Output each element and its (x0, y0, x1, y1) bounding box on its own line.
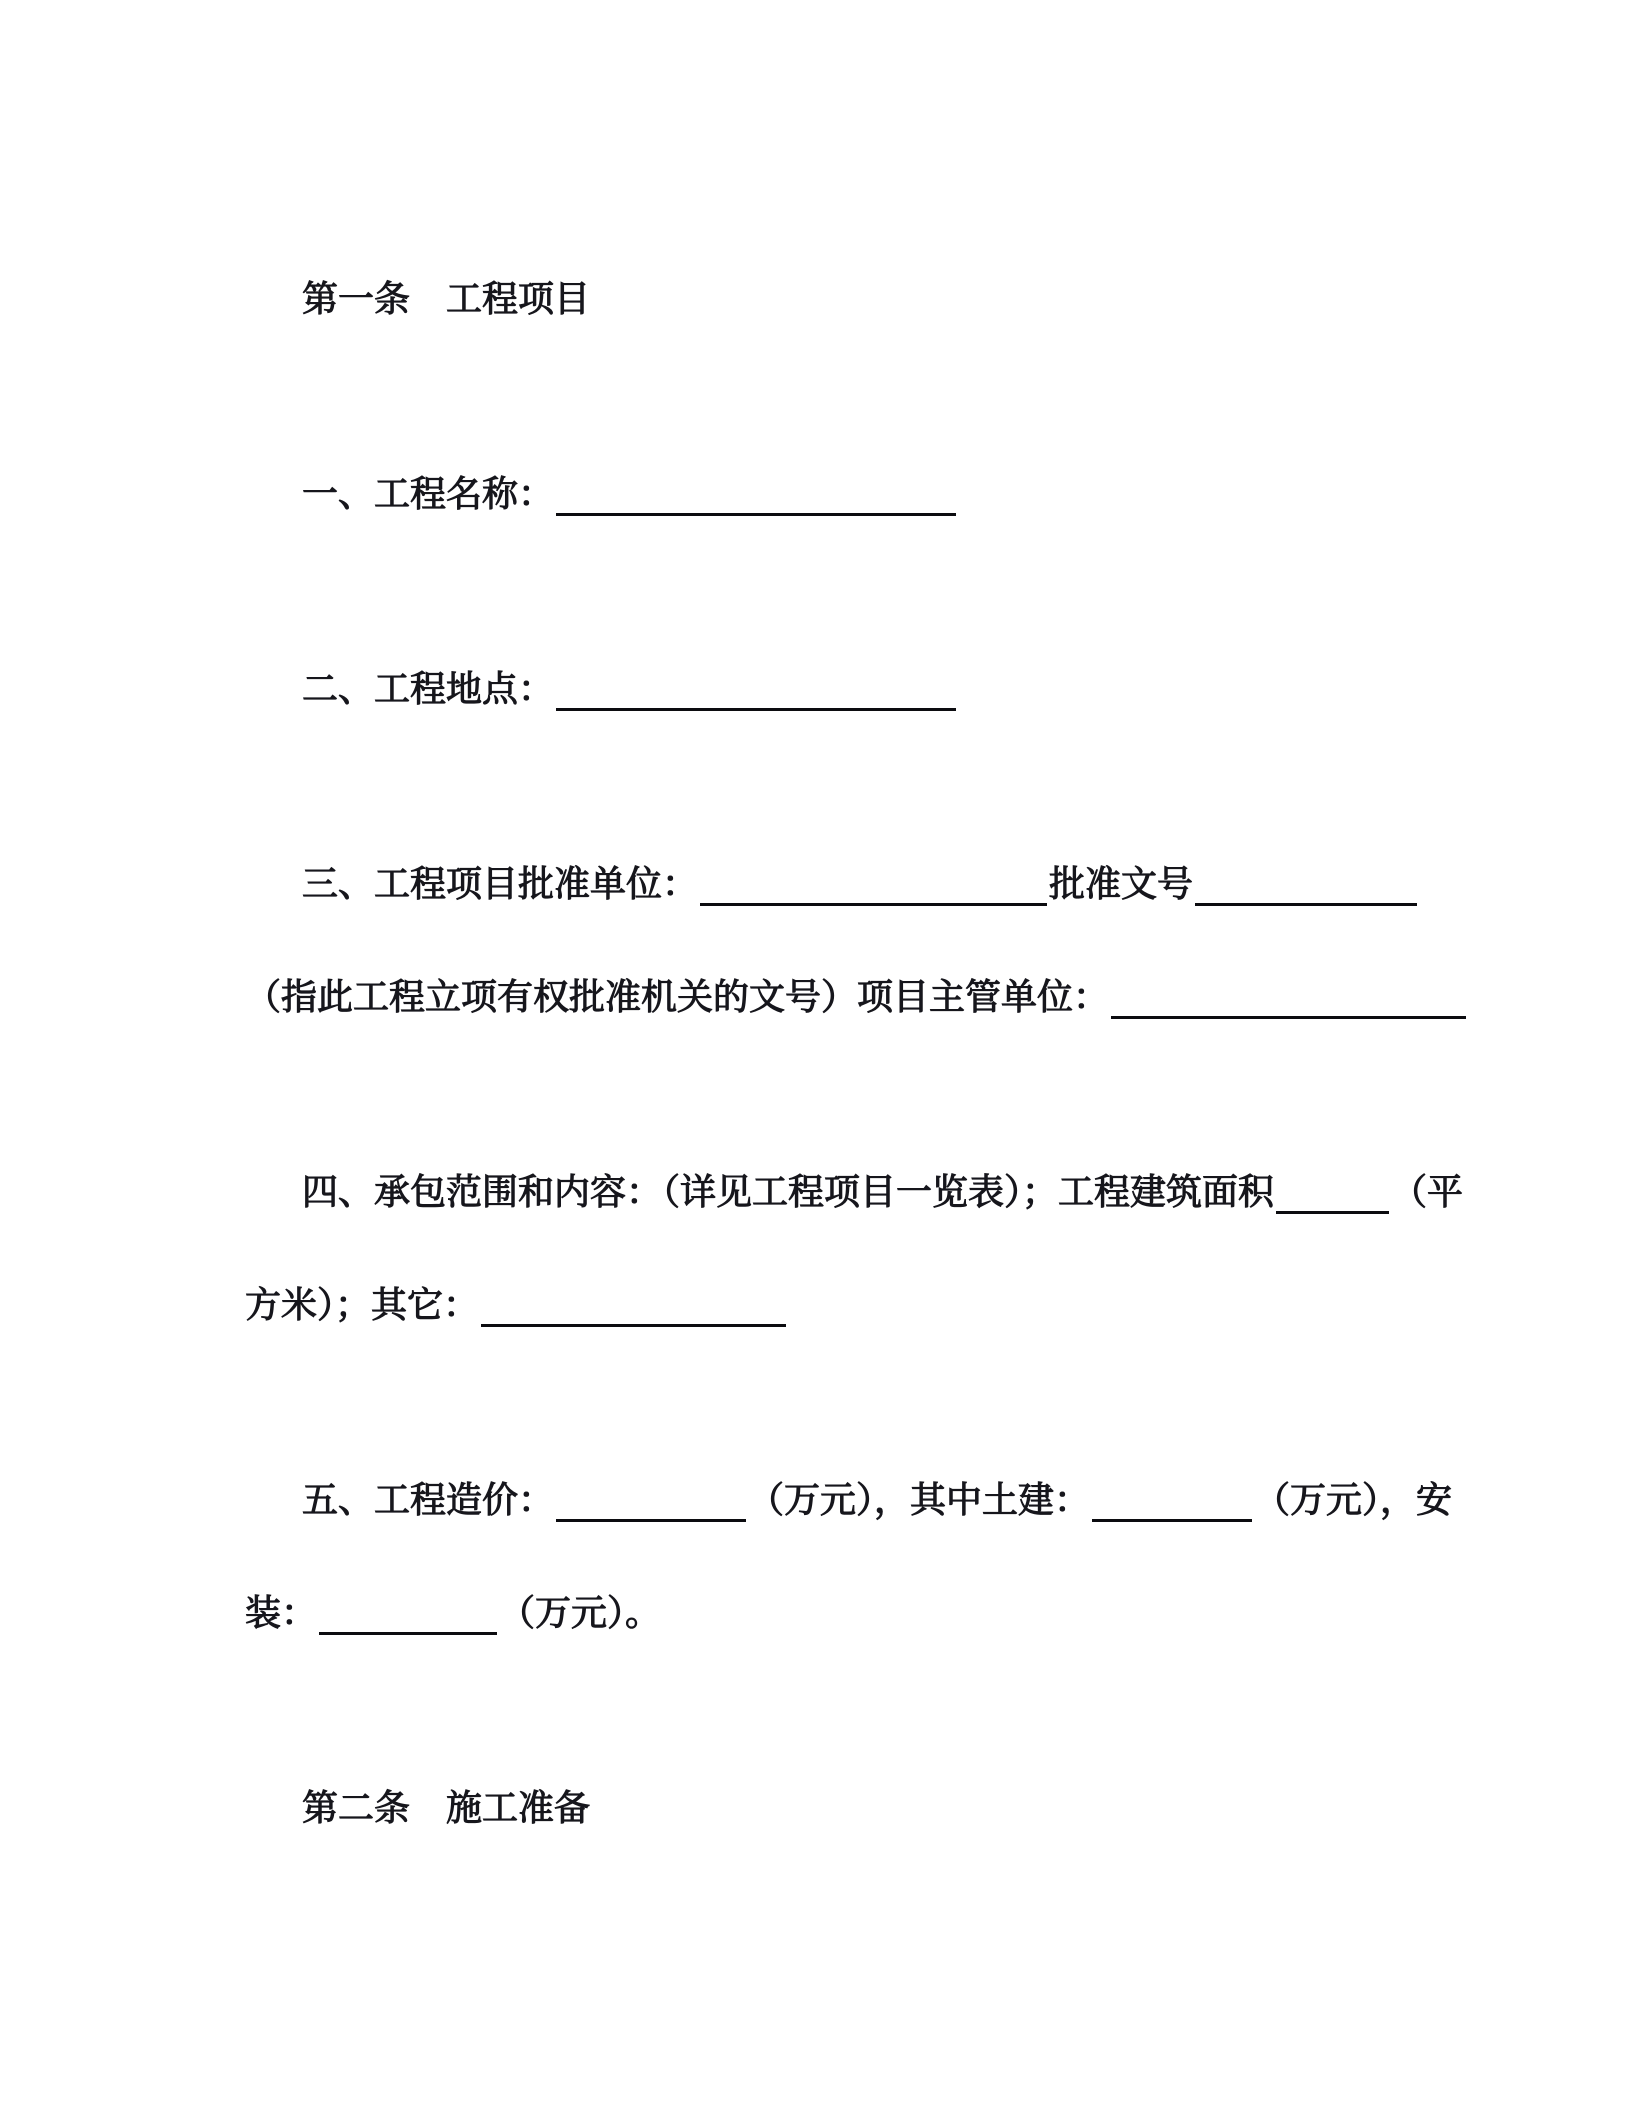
project-name-blank (556, 467, 956, 516)
item-2-project-location (245, 632, 1387, 745)
text-segment: （平 (1391, 1171, 1464, 1212)
text-segment: （指此工程立项有权批准机关的文号）项目主管单位： (245, 976, 1110, 1017)
other-blank (481, 1278, 786, 1327)
text-segment: 二、工程地点： (302, 668, 555, 709)
item-4-scope-line-1 (245, 1135, 1464, 1248)
item-3-approval-unit (245, 827, 1387, 940)
building-area-blank (1276, 1165, 1389, 1214)
document-body (245, 242, 1464, 1864)
text-segment: 五、工程造价： (302, 1479, 555, 1520)
article-1-heading (245, 242, 1387, 355)
text-segment: 四、承包范围和内容：（详见工程项目一览表）；工程建筑面积 (302, 1171, 1275, 1212)
approval-unit-blank (700, 857, 1047, 906)
article-2-heading (245, 1751, 1387, 1864)
item-5-cost-line-1 (245, 1443, 1453, 1556)
approval-number-blank (1195, 857, 1417, 906)
total-cost-blank (556, 1473, 746, 1522)
item-3-supervisor-unit (245, 940, 1387, 1053)
project-location-blank (556, 662, 956, 711)
install-cost-blank (319, 1586, 497, 1635)
text-segment: 三、工程项目批准单位： (302, 863, 699, 904)
text-segment: （万元）。 (499, 1592, 662, 1633)
supervisor-unit-blank (1111, 970, 1466, 1019)
item-1-project-name (245, 437, 1387, 550)
text-segment: 第一条 工程项目 (302, 278, 591, 319)
text-segment: 第二条 施工准备 (302, 1787, 591, 1828)
text-segment: 一、工程名称： (302, 473, 555, 514)
text-segment: （万元），安 (1254, 1479, 1453, 1520)
text-segment: 批准文号 (1049, 863, 1194, 904)
text-segment: 装： (245, 1592, 318, 1633)
item-4-scope-line-2 (245, 1248, 1387, 1361)
text-segment: 方米）；其它： (245, 1284, 480, 1325)
item-5-cost-line-2 (245, 1556, 1387, 1669)
text-segment: （万元），其中土建： (748, 1479, 1091, 1520)
civil-cost-blank (1092, 1473, 1252, 1522)
